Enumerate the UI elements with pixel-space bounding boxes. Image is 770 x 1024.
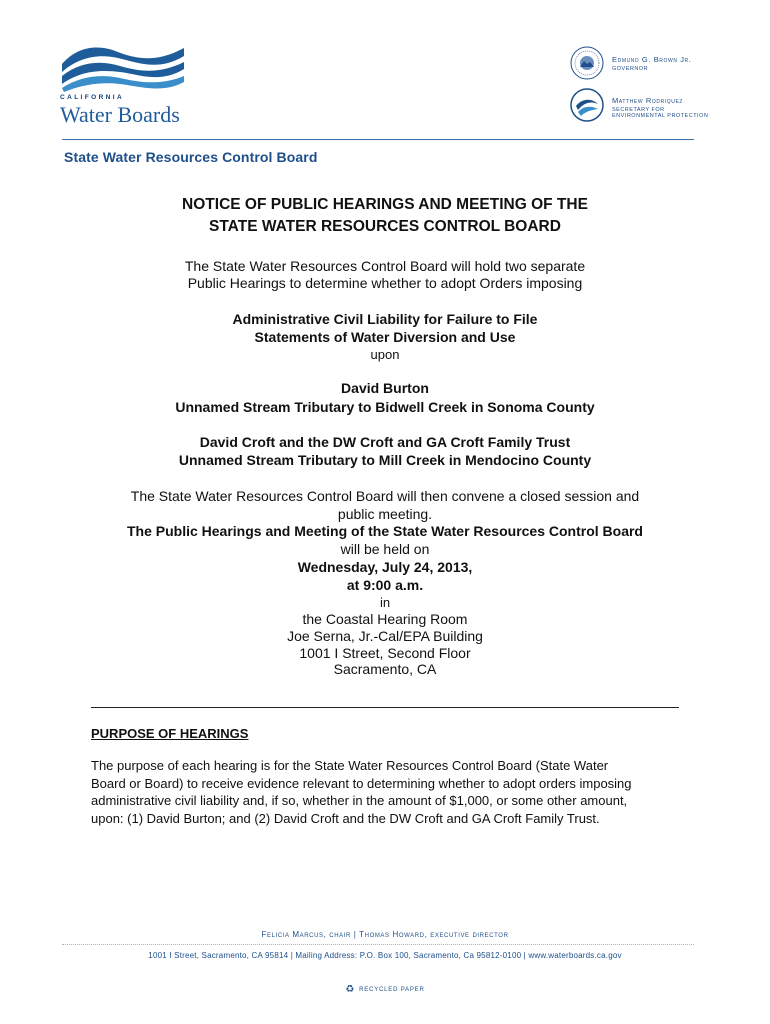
- section-divider: [91, 707, 679, 708]
- session-line2: public meeting.: [337, 506, 433, 522]
- purpose-line: administrative civil liability and, if so, whether in the amount of $1,000, or some other amount,: [91, 793, 628, 808]
- subject-line1: Administrative Civil Liability for Failure to File: [232, 311, 538, 327]
- california-seal-icon: [570, 46, 604, 80]
- venue-room: the Coastal Hearing Room: [302, 611, 468, 627]
- venue-street: 1001 I Street, Second Floor: [299, 645, 471, 661]
- venue-building: Joe Serna, Jr.-Cal/EPA Building: [287, 628, 483, 644]
- water-boards-logo: [58, 42, 198, 132]
- party2-location: Unnamed Stream Tributary to Mill Creek in Mendocino County: [178, 452, 592, 468]
- recycle-icon: ♻: [345, 984, 356, 995]
- purpose-paragraph: [91, 757, 681, 827]
- hearing-date: Wednesday, July 24, 2013,: [297, 559, 473, 575]
- upon-text: upon: [370, 347, 400, 362]
- secretary-name: Matthew Rodriquez: [612, 96, 684, 105]
- in-text: in: [379, 595, 391, 610]
- logo-state-text: CALIFORNIA: [60, 94, 125, 101]
- recycled-paper-note: [0, 984, 770, 995]
- logo-name-text: Water Boards: [60, 102, 180, 127]
- held-line1: The Public Hearings and Meeting of the State Water Resources Control Board: [126, 523, 643, 539]
- party1-location: Unnamed Stream Tributary to Bidwell Creek in Sonoma County: [175, 399, 595, 415]
- notice-title-line2: STATE WATER RESOURCES CONTROL BOARD: [209, 218, 561, 235]
- subject-line2: Statements of Water Diversion and Use: [254, 329, 516, 345]
- intro-line1: The State Water Resources Control Board will hold two separate: [184, 258, 586, 274]
- secretary-title-line2: ENVIRONMENTAL PROTECTION: [612, 113, 709, 119]
- wave-logo-icon: [58, 42, 188, 92]
- purpose-line: upon: (1) David Burton; and (2) David Croft and the DW Croft and GA Croft Family Trust.: [91, 810, 600, 826]
- hearing-time: at 9:00 a.m.: [346, 577, 424, 593]
- governor-name: Edmund G. Brown Jr.: [612, 55, 692, 64]
- party1-name: David Burton: [341, 380, 429, 396]
- purpose-line: The purpose of each hearing is for the State Water Resources Control Board (State Water: [91, 758, 609, 773]
- notice-title-line1: NOTICE OF PUBLIC HEARINGS AND MEETING OF THE: [182, 196, 588, 213]
- calepa-seal-icon: [570, 88, 604, 122]
- venue-city: Sacramento, CA: [333, 661, 437, 677]
- purpose-line: Board or Board) to receive evidence relevant to determining whether to adopt orders imposing: [91, 775, 632, 791]
- footer-divider: [62, 944, 694, 945]
- secretary-title-line1: SECRETARY FOR: [612, 107, 665, 113]
- party2-name: David Croft and the DW Croft and GA Croft Family Trust: [199, 434, 571, 450]
- session-line1: The State Water Resources Control Board will then convene a closed session and: [130, 488, 640, 504]
- board-name: State Water Resources Control Board: [64, 149, 318, 165]
- held-line2: will be held on: [340, 541, 430, 557]
- intro-line2: Public Hearings to determine whether to adopt Orders imposing: [187, 275, 583, 291]
- purpose-heading: PURPOSE OF HEARINGS: [91, 726, 249, 741]
- footer-address: 1001 I Street, Sacramento, CA 95814 | Mailing Address: P.O. Box 100, Sacramento, Ca 95812-0100 | www.waterboards.ca.gov: [148, 951, 622, 960]
- recycled-paper-text: RECYCLED PAPER: [359, 987, 425, 994]
- footer-officials: Felicia Marcus, chair | Thomas Howard, executive director: [261, 930, 509, 939]
- governor-title: GOVERNOR: [612, 66, 649, 72]
- header-divider: [62, 139, 694, 140]
